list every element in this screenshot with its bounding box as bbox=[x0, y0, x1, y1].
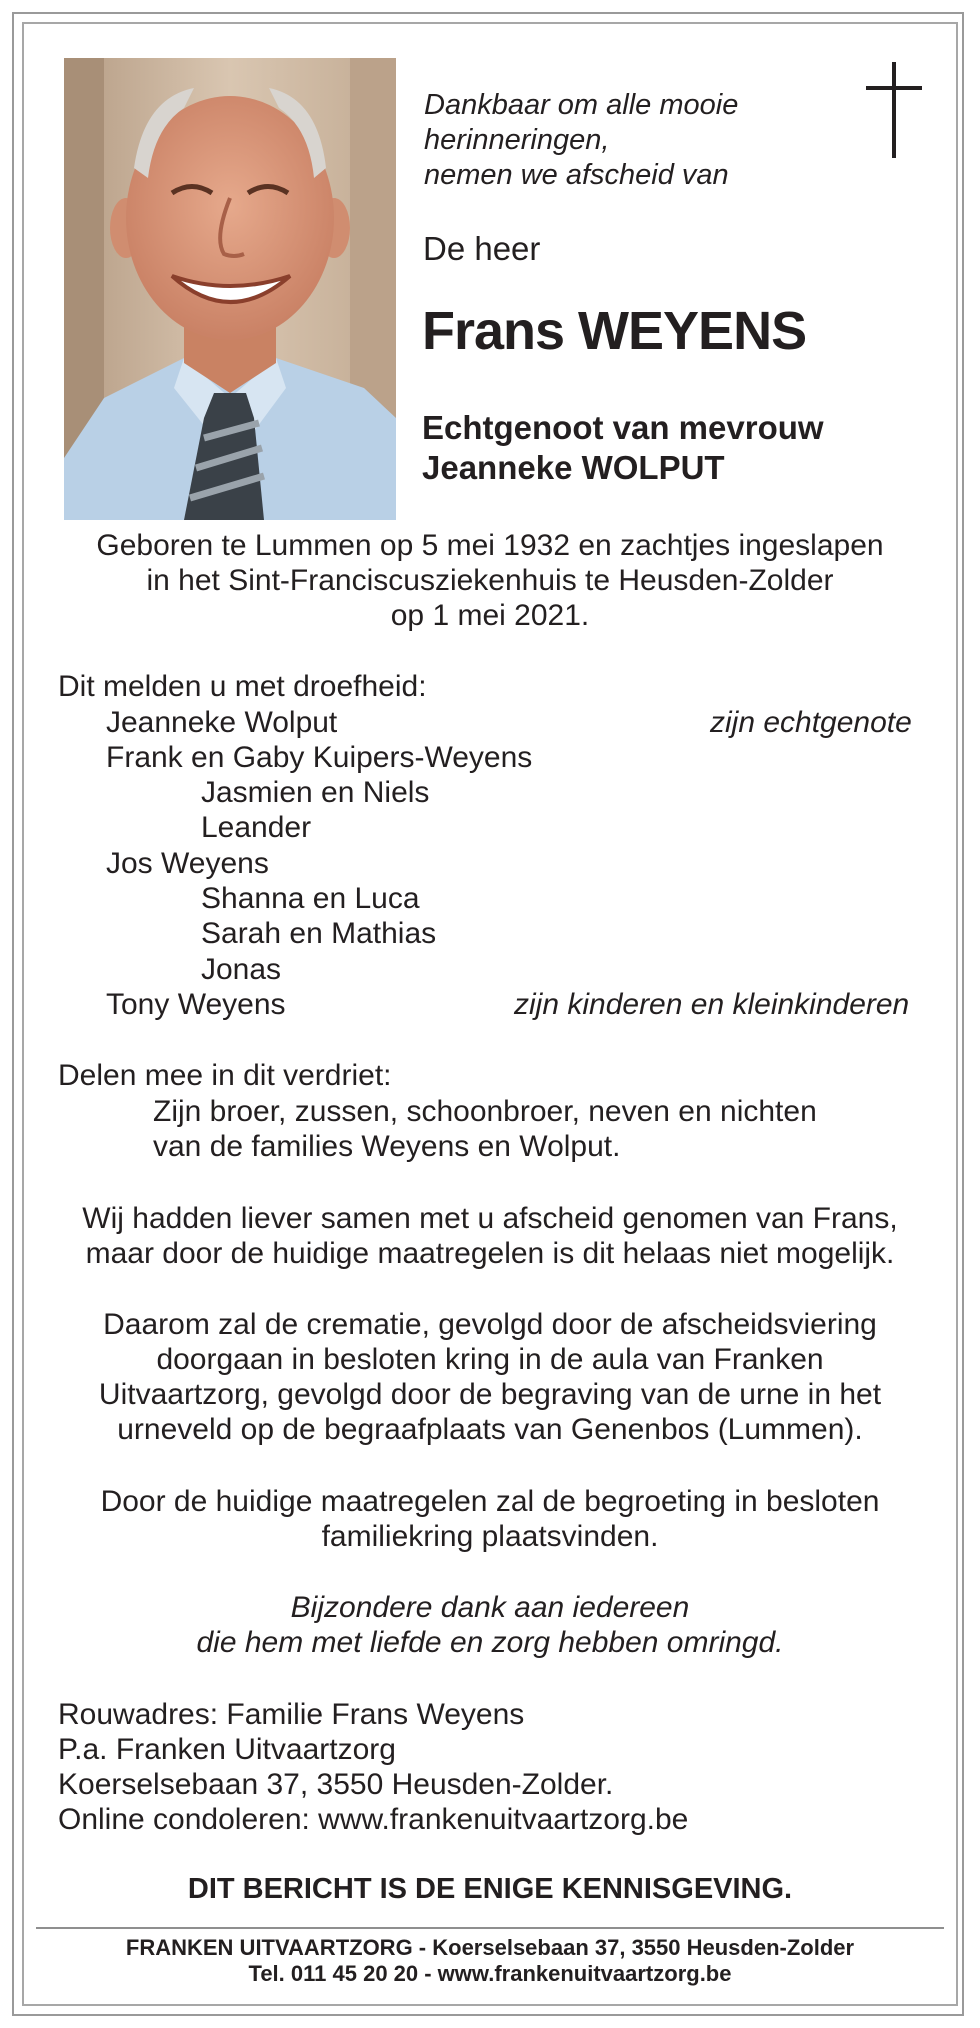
deceased-name: Frans WEYENS bbox=[422, 301, 807, 361]
spouse-info bbox=[422, 408, 824, 488]
paragraph-cremation bbox=[36, 1307, 944, 1447]
family-member: Leander bbox=[201, 811, 312, 844]
paragraph-line: familiekring plaatsvinden. bbox=[321, 1520, 659, 1553]
role-spouse: zijn echtgenote bbox=[710, 706, 912, 739]
paragraph-line: doorgaan in besloten kring in de aula van Franken bbox=[156, 1343, 824, 1376]
cross-icon bbox=[866, 62, 922, 158]
intro-text bbox=[424, 88, 738, 193]
address-line: Rouwadres: Familie Frans Weyens bbox=[58, 1698, 525, 1731]
family-member: Jos Weyens bbox=[106, 847, 269, 880]
thanks-line: die hem met liefde en zorg hebben omringd. bbox=[196, 1626, 784, 1659]
paragraph-line: Door de huidige maatregelen zal de begroeting in besloten bbox=[100, 1485, 880, 1518]
share-heading: Delen mee in dit verdriet: bbox=[58, 1059, 392, 1092]
paragraph-line: Uitvaartzorg, gevolgd door de begraving van de urne in het bbox=[98, 1378, 882, 1411]
birth-line: in het Sint-Franciscusziekenhuis te Heusden-Zolder bbox=[146, 564, 834, 597]
intro-line: Dankbaar om alle mooie bbox=[424, 89, 739, 121]
family-member: Frank en Gaby Kuipers-Weyens bbox=[106, 741, 533, 774]
intro-line: nemen we afscheid van bbox=[424, 159, 729, 191]
birth-death-text bbox=[36, 528, 944, 633]
family-member: Shanna en Luca bbox=[201, 882, 420, 915]
share-line: van de families Weyens en Wolput. bbox=[153, 1130, 621, 1163]
thanks-text bbox=[36, 1590, 944, 1660]
paragraph-line: maar door de huidige maatregelen is dit helaas niet mogelijk. bbox=[85, 1237, 895, 1270]
paragraph-farewell bbox=[36, 1201, 944, 1271]
family-member: Jonas bbox=[201, 953, 282, 986]
notice: DIT BERICHT IS DE ENIGE KENNISGEVING. bbox=[187, 1873, 793, 1905]
family-member: Jasmien en Niels bbox=[201, 776, 430, 809]
footer-line: Tel. 011 45 20 20 - www.frankenuitvaartzorg.be bbox=[248, 1961, 732, 1986]
footer-line: FRANKEN UITVAARTZORG - Koerselsebaan 37, 3550 Heusden-Zolder bbox=[125, 1935, 855, 1960]
family-heading: Dit melden u met droefheid: bbox=[58, 670, 427, 703]
share-text bbox=[153, 1094, 817, 1164]
mourning-address bbox=[58, 1697, 688, 1837]
family-member: Jeanneke Wolput bbox=[106, 706, 338, 739]
paragraph-line: urneveld op de begraafplaats van Genenbos (Lummen). bbox=[117, 1413, 863, 1446]
address-line: Online condoleren: www.frankenuitvaartzorg.be bbox=[58, 1803, 689, 1836]
birth-line: op 1 mei 2021. bbox=[390, 599, 590, 632]
role-children: zijn kinderen en kleinkinderen bbox=[514, 988, 910, 1021]
salutation: De heer bbox=[423, 230, 541, 267]
paragraph-condolence bbox=[36, 1484, 944, 1554]
paragraph-line: Wij hadden liever samen met u afscheid genomen van Frans, bbox=[82, 1202, 898, 1235]
thanks-line: Bijzondere dank aan iedereen bbox=[290, 1591, 690, 1624]
intro-line: herinneringen, bbox=[424, 124, 610, 156]
spouse-line: Jeanneke WOLPUT bbox=[422, 449, 725, 486]
birth-line: Geboren te Lummen op 5 mei 1932 en zachtjes ingeslapen bbox=[96, 529, 884, 562]
portrait-photo bbox=[64, 58, 396, 520]
spouse-line: Echtgenoot van mevrouw bbox=[422, 409, 824, 446]
family-member: Sarah en Mathias bbox=[201, 917, 437, 950]
paragraph-line: Daarom zal de crematie, gevolgd door de afscheidsviering bbox=[103, 1308, 877, 1341]
footer-divider bbox=[36, 1927, 944, 1929]
share-line: Zijn broer, zussen, schoonbroer, neven en nichten bbox=[153, 1095, 817, 1128]
footer bbox=[36, 1935, 944, 1987]
address-line: P.a. Franken Uitvaartzorg bbox=[58, 1733, 396, 1766]
family-member: Tony Weyens bbox=[106, 988, 286, 1021]
address-line: Koerselsebaan 37, 3550 Heusden-Zolder. bbox=[58, 1768, 614, 1801]
